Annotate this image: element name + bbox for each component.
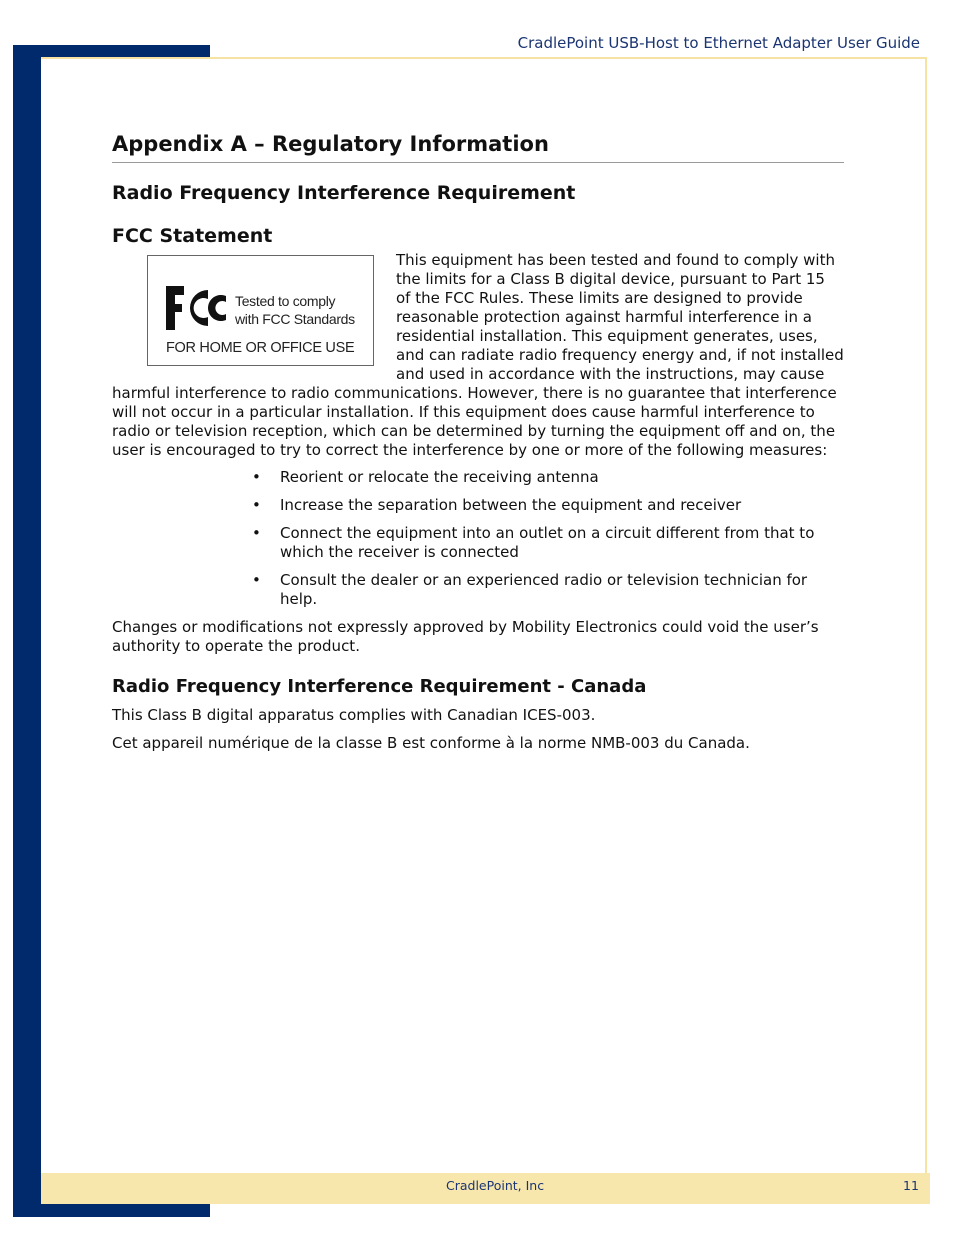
fcc-logo: [147, 255, 374, 366]
fcc-logo-line1: Tested to comply: [235, 293, 336, 309]
list-item: • Reorient or relocate the receiving antenna: [252, 468, 599, 486]
changes-paragraph: Changes or modifications not expressly approved by Mobility Electronics could void the user’s authority to operate the product.: [112, 618, 819, 655]
canada-english-statement: This Class B digital apparatus complies with Canadian ICES-003.: [112, 706, 596, 724]
list-item: • Increase the separation between the equipment and receiver: [252, 496, 742, 514]
bottom-navy-tab: [13, 1204, 210, 1217]
section-heading-rfi: Radio Frequency Interference Requirement: [112, 182, 576, 204]
bullet-icon: •: [252, 524, 261, 542]
left-navy-bar: [13, 45, 41, 1217]
fcc-paragraph: This equipment has been tested and found to comply with the limits for a Class B digital device, pursuant to Part 15 of the FCC Rules. These limits are designed to provide reasonable protection against harmful interference in a residential installation. This equipment generates, uses, and can radiate radio frequency energy and, if not installed and used in accordance with the instructions, may cause harmful interference to radio communications. However, there is no guarantee that interference will not occur in a particular installation. If this equipment does cause harmful interference to radio or television reception, which can be determined by turning the equipment off and on, the user is encouraged to try to correct the interference by one or more of the following measures:: [112, 251, 844, 459]
bullet-icon: •: [252, 571, 261, 589]
list-item: • Connect the equipment into an outlet on a circuit different from that to which the receiver is connected: [252, 524, 815, 561]
fcc-statement-block: [112, 251, 844, 460]
section-heading-canada: Radio Frequency Interference Requirement - Canada: [112, 676, 647, 697]
canada-french-statement: Cet appareil numérique de la classe B est conforme à la norme NMB-003 du Canada.: [112, 734, 750, 752]
list-item: • Consult the dealer or an experienced radio or television technician for help.: [252, 571, 808, 608]
footer-company: CradlePoint, Inc: [446, 1178, 545, 1193]
section-heading-fcc: FCC Statement: [112, 225, 273, 247]
page-content: [112, 128, 844, 753]
appendix-title: Appendix A – Regulatory Information: [112, 128, 844, 163]
measures-list: [112, 468, 844, 609]
fcc-logo-text: [235, 292, 355, 328]
fcc-mark-icon: [164, 284, 228, 332]
fcc-logo-line2: with FCC Standards: [235, 311, 355, 327]
footer-page-number: 11: [903, 1178, 919, 1193]
bullet-icon: •: [252, 496, 261, 514]
top-navy-tab: [13, 45, 210, 57]
bullet-icon: •: [252, 468, 261, 486]
fcc-logo-home-office: FOR HOME OR OFFICE USE: [166, 340, 355, 356]
document-header-title: CradlePoint USB-Host to Ethernet Adapter User Guide: [517, 34, 920, 52]
